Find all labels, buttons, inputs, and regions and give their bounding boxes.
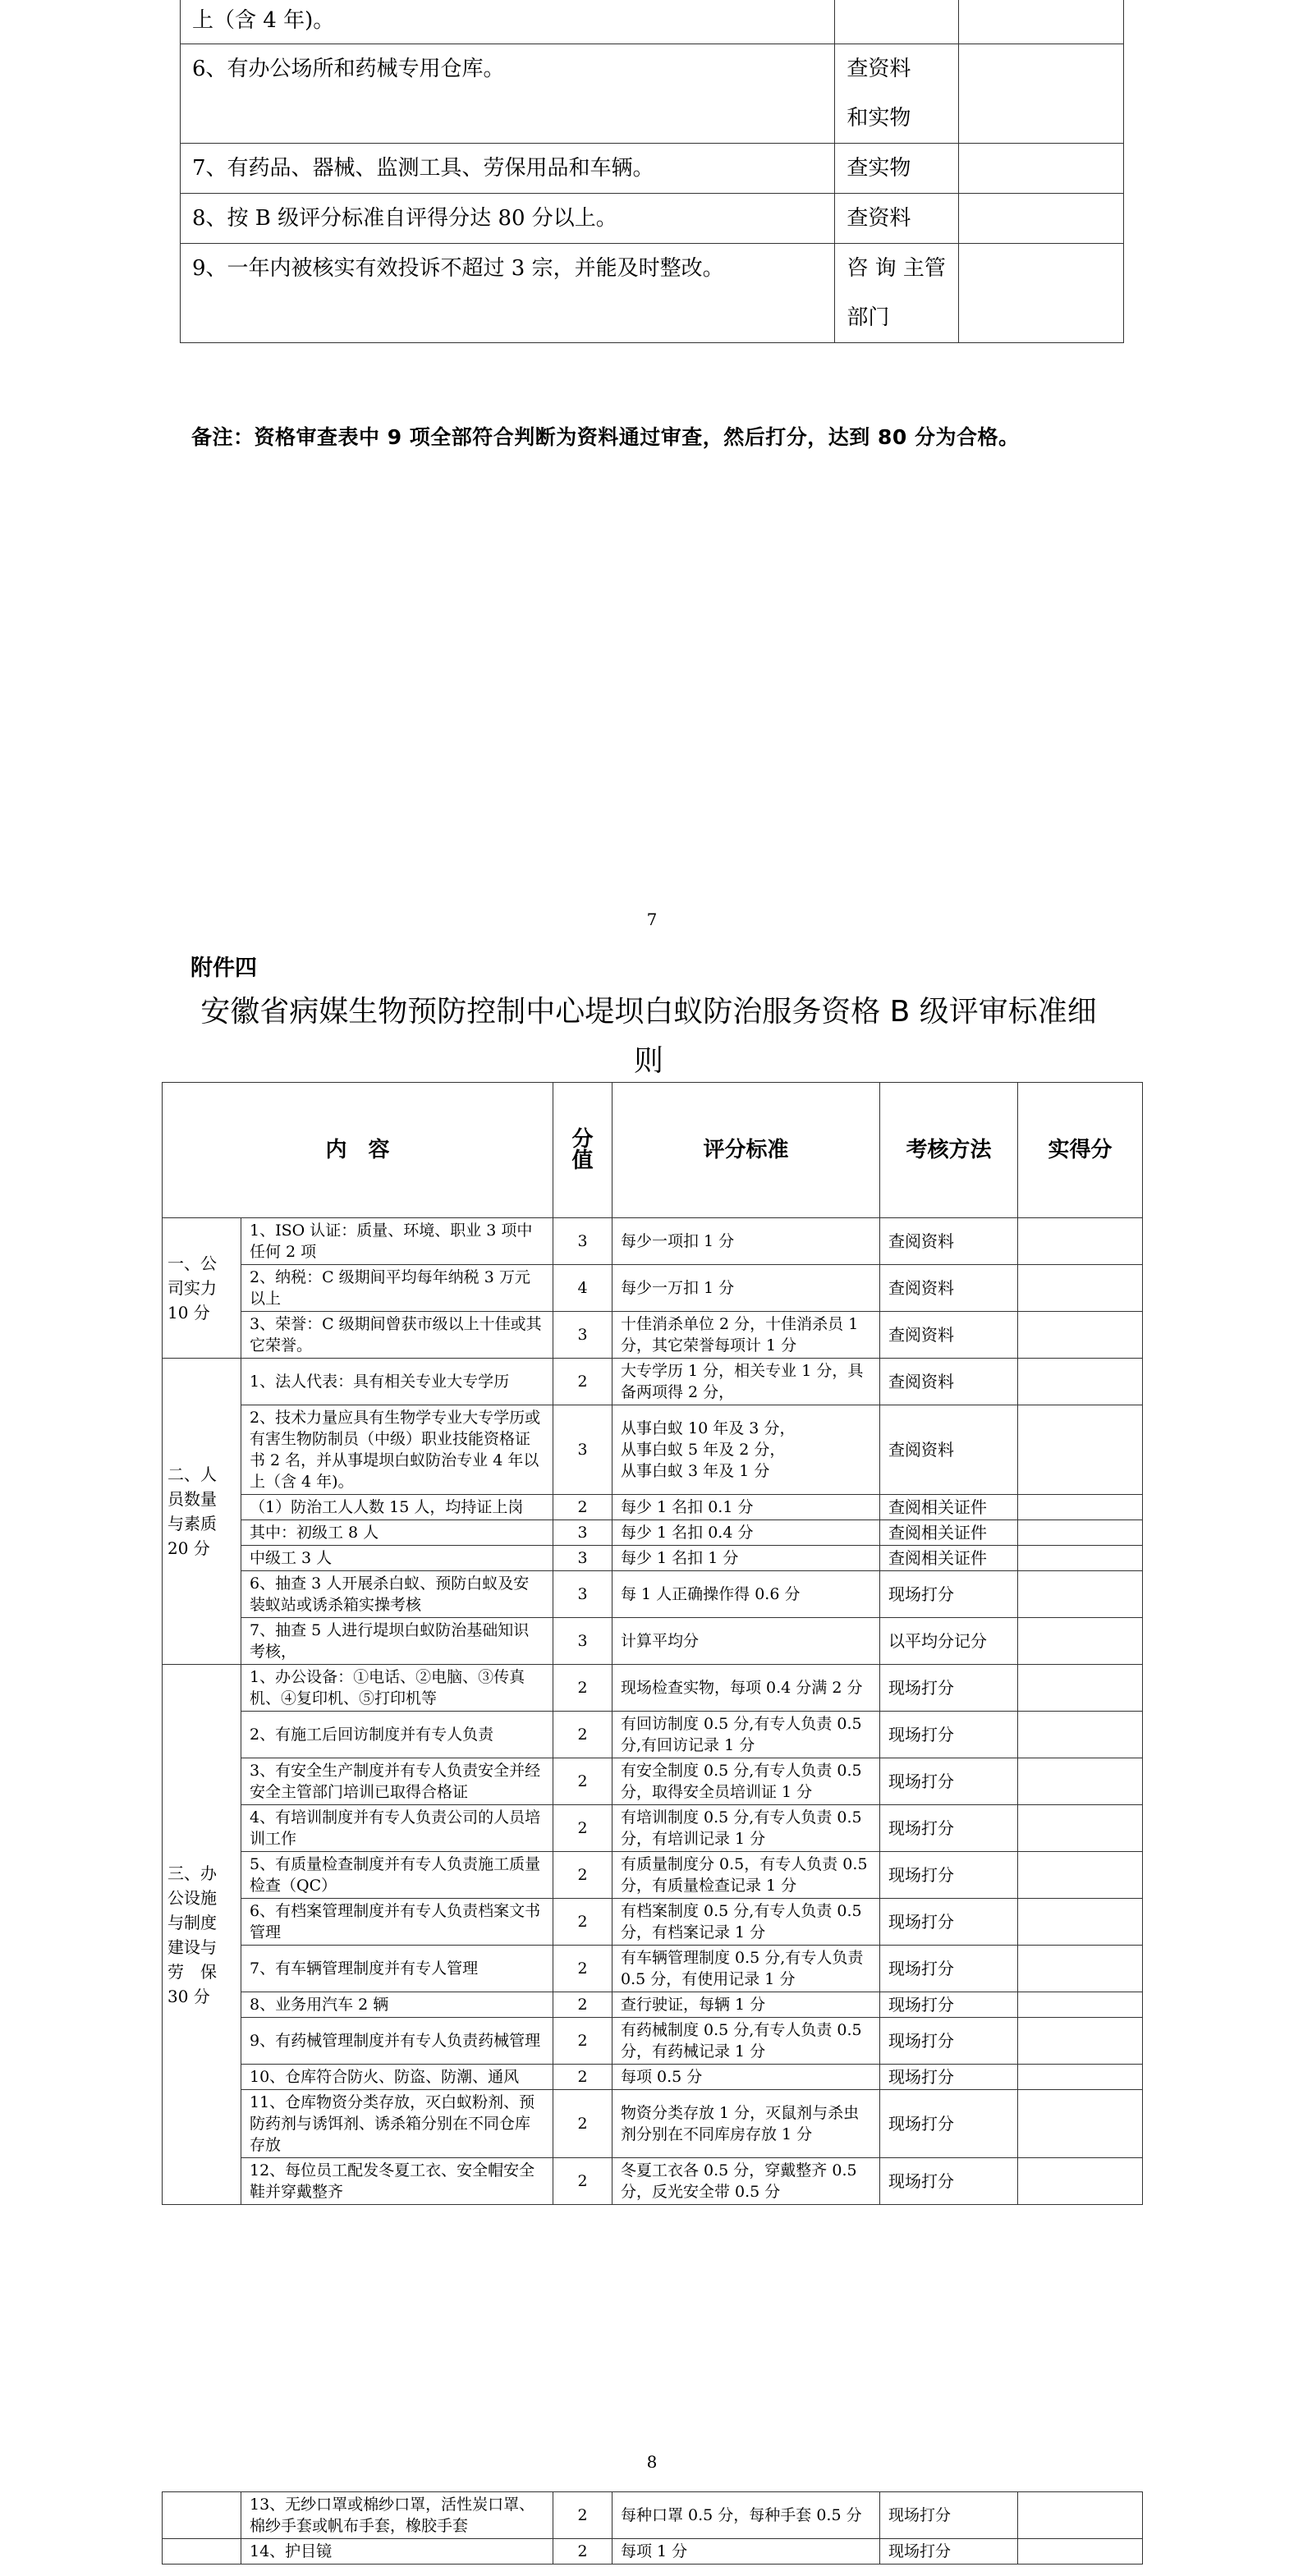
content-cell: 6、抽查 3 人开展杀白蚁、预防白蚁及安装蚁站或诱杀箱实操考核: [241, 1571, 553, 1618]
content-cell: 13、无纱口罩或棉纱口罩，活性炭口罩、棉纱手套或帆布手套，橡胶手套: [241, 2492, 553, 2539]
criteria-cell: 现场检查实物，每项 0.4 分满 2 分: [613, 1665, 880, 1712]
method-cell: 现场打分: [880, 1899, 1018, 1946]
criteria-cell: 每少 1 名扣 0.1 分: [613, 1495, 880, 1520]
scoring-criteria-table-continued: [162, 2491, 1143, 2565]
method-cell: [835, 0, 959, 44]
method-cell: 现场打分: [880, 1571, 1018, 1618]
page-title-line2: 则: [633, 1044, 663, 1078]
method-cell: 以平均分记分: [880, 1618, 1018, 1665]
value-cell: 3: [553, 1571, 613, 1618]
value-cell: 2: [553, 1899, 613, 1946]
table-row: [163, 1992, 1143, 2018]
content-cell: 14、护目镜: [241, 2539, 553, 2565]
score-cell: [958, 194, 1123, 244]
content-cell: 7、抽查 5 人进行堤坝白蚁防治基础知识考核，: [241, 1618, 553, 1665]
content-cell: 1、ISO 认证：质量、环境、职业 3 项中任何 2 项: [241, 1218, 553, 1265]
criteria-cell: 有档案制度 0.5 分,有专人负责 0.5 分，有档案记录 1 分: [613, 1899, 880, 1946]
content-cell: 10、仓库符合防火、防盗、防潮、通风: [241, 2065, 553, 2090]
table-row: [163, 2158, 1143, 2205]
content-cell: 7、有车辆管理制度并有专人管理: [241, 1946, 553, 1992]
criteria-cell: 物资分类存放 1 分，灭鼠剂与杀虫剂分别在不同库房存放 1 分: [613, 2090, 880, 2158]
table-row: [181, 194, 1124, 244]
criteria-cell: 每项 1 分: [613, 2539, 880, 2565]
value-cell: 2: [553, 1805, 613, 1852]
actual-score-cell: [1018, 2539, 1143, 2565]
table-row: [181, 244, 1124, 343]
table-row: [163, 1359, 1143, 1405]
actual-score-cell: [1018, 1992, 1143, 2018]
value-cell: 2: [553, 2090, 613, 2158]
method-cell: 查实物: [835, 144, 959, 194]
content-cell: 2、有施工后回访制度并有专人负责: [241, 1712, 553, 1758]
method-cell: 查阅相关证件: [880, 1546, 1018, 1571]
actual-score-cell: [1018, 1312, 1143, 1359]
method-cell: 查资料: [835, 194, 959, 244]
value-cell: 2: [553, 1946, 613, 1992]
table-row: [163, 1665, 1143, 1712]
method-cell: 现场打分: [880, 1665, 1018, 1712]
page-title-line1: 安徽省病媒生物预防控制中心堤坝白蚁防治服务资格 B 级评审标准细: [200, 995, 1097, 1029]
table-row: [163, 1495, 1143, 1520]
page-number: 8: [646, 2452, 658, 2472]
content-cell: 8、业务用汽车 2 辆: [241, 1992, 553, 2018]
method-cell: 咨 询 主管 部门: [835, 244, 959, 343]
table-row: [163, 1312, 1143, 1359]
method-cell: 现场打分: [880, 2492, 1018, 2539]
method-cell: 现场打分: [880, 2090, 1018, 2158]
actual-score-cell: [1018, 1712, 1143, 1758]
content-cell: 1、办公设备：①电话、②电脑、③传真机、④复印机、⑤打印机等: [241, 1665, 553, 1712]
content-cell: 3、荣誉：C 级期间曾获市级以上十佳或其它荣誉。: [241, 1312, 553, 1359]
content-cell: 2、纳税：C 级期间平均每年纳税 3 万元以上: [241, 1265, 553, 1312]
category-cell: [163, 2539, 241, 2565]
category-cell: 一、公 司实力 10 分: [163, 1218, 241, 1359]
criteria-cell: 大专学历 1 分，相关专业 1 分，具备两项得 2 分，: [613, 1359, 880, 1405]
table-row: [181, 44, 1124, 144]
table-row: [163, 1571, 1143, 1618]
criteria-cell: 有回访制度 0.5 分,有专人负责 0.5 分,有回访记录 1 分: [613, 1712, 880, 1758]
table-row: [163, 2492, 1143, 2539]
criteria-cell: 每少一万扣 1 分: [613, 1265, 880, 1312]
method-cell: 现场打分: [880, 1758, 1018, 1805]
method-cell: 现场打分: [880, 1712, 1018, 1758]
value-cell: 4: [553, 1265, 613, 1312]
category-cell: 二、人 员数量 与素质 20 分: [163, 1359, 241, 1665]
criteria-cell: 有质量制度分 0.5，有专人负责 0.5 分，有质量检查记录 1 分: [613, 1852, 880, 1899]
method-cell: 现场打分: [880, 2018, 1018, 2065]
method-cell: 现场打分: [880, 1805, 1018, 1852]
header-actual: 实得分: [1018, 1083, 1143, 1218]
actual-score-cell: [1018, 2090, 1143, 2158]
actual-score-cell: [1018, 1665, 1143, 1712]
table-row: [163, 1758, 1143, 1805]
method-cell: 查阅资料: [880, 1218, 1018, 1265]
value-cell: 2: [553, 2492, 613, 2539]
actual-score-cell: [1018, 1758, 1143, 1805]
criteria-cell: 有药械制度 0.5 分,有专人负责 0.5 分，有药械记录 1 分: [613, 2018, 880, 2065]
scoring-criteria-table: [162, 1082, 1143, 2205]
actual-score-cell: [1018, 1359, 1143, 1405]
value-cell: 3: [553, 1618, 613, 1665]
value-cell: 2: [553, 1758, 613, 1805]
criteria-cell: 有安全制度 0.5 分,有专人负责 0.5 分，取得安全员培训证 1 分: [613, 1758, 880, 1805]
table-row: [163, 1805, 1143, 1852]
actual-score-cell: [1018, 2065, 1143, 2090]
method-cell: 查阅资料: [880, 1265, 1018, 1312]
method-cell: 现场打分: [880, 2065, 1018, 2090]
table-row: [163, 1852, 1143, 1899]
actual-score-cell: [1018, 1405, 1143, 1495]
actual-score-cell: [1018, 1520, 1143, 1546]
requirement-cell: 6、有办公场所和药械专用仓库。: [181, 44, 835, 144]
content-cell: 9、有药械管理制度并有专人负责药械管理: [241, 2018, 553, 2065]
content-cell: 4、有培训制度并有专人负责公司的人员培训工作: [241, 1805, 553, 1852]
score-cell: [958, 144, 1123, 194]
remark-note: 备注：资格审查表中 9 项全部符合判断为资料通过审查，然后打分，达到 80 分为合格。: [191, 425, 1020, 449]
table-row: [163, 1520, 1143, 1546]
criteria-cell: 有培训制度 0.5 分,有专人负责 0.5 分，有培训记录 1 分: [613, 1805, 880, 1852]
method-cell: 现场打分: [880, 1946, 1018, 1992]
table-row: [163, 1899, 1143, 1946]
value-cell: 2: [553, 1359, 613, 1405]
category-cell: [163, 2492, 241, 2539]
content-cell: （1）防治工人人数 15 人，均持证上岗: [241, 1495, 553, 1520]
table-row: [163, 2539, 1143, 2565]
table-row: [163, 1218, 1143, 1265]
method-cell: 现场打分: [880, 2158, 1018, 2205]
score-cell: [958, 44, 1123, 144]
criteria-cell: 每种口罩 0.5 分，每种手套 0.5 分: [613, 2492, 880, 2539]
actual-score-cell: [1018, 1852, 1143, 1899]
requirement-cell: 上（含 4 年)。: [181, 0, 835, 44]
criteria-cell: 每项 0.5 分: [613, 2065, 880, 2090]
value-cell: 2: [553, 1992, 613, 2018]
criteria-cell: 每少一项扣 1 分: [613, 1218, 880, 1265]
value-cell: 2: [553, 1665, 613, 1712]
category-cell: 三、办 公设施 与制度 建设与 劳 保 30 分: [163, 1665, 241, 2205]
method-cell: 现场打分: [880, 1992, 1018, 2018]
criteria-cell: 有车辆管理制度 0.5 分,有专人负责 0.5 分，有使用记录 1 分: [613, 1946, 880, 1992]
method-cell: 现场打分: [880, 2539, 1018, 2565]
header-criteria: 评分标准: [613, 1083, 880, 1218]
actual-score-cell: [1018, 1218, 1143, 1265]
content-cell: 6、有档案管理制度并有专人负责档案文书管理: [241, 1899, 553, 1946]
table-row: [163, 1405, 1143, 1495]
value-cell: 3: [553, 1520, 613, 1546]
content-cell: 2、技术力量应具有生物学专业大专学历或有害生物防制员（中级）职业技能资格证书 2 名，并从事堤坝白蚁防治专业 4 年以上（含 4 年)。: [241, 1405, 553, 1495]
actual-score-cell: [1018, 2018, 1143, 2065]
table-row: [163, 1946, 1143, 1992]
requirement-cell: 9、一年内被核实有效投诉不超过 3 宗，并能及时整改。: [181, 244, 835, 343]
header-content: 内 容: [163, 1083, 553, 1218]
content-cell: 1、法人代表：具有相关专业大专学历: [241, 1359, 553, 1405]
value-cell: 2: [553, 1495, 613, 1520]
criteria-cell: 查行驶证，每辆 1 分: [613, 1992, 880, 2018]
criteria-cell: 从事白蚁 10 年及 3 分， 从事白蚁 5 年及 2 分， 从事白蚁 3 年及 1 分: [613, 1405, 880, 1495]
content-cell: 12、每位员工配发冬夏工衣、安全帽安全鞋并穿戴整齐: [241, 2158, 553, 2205]
table-row: [163, 1546, 1143, 1571]
value-cell: 2: [553, 1852, 613, 1899]
criteria-cell: 十佳消杀单位 2 分，十佳消杀员 1 分，其它荣誉每项计 1 分: [613, 1312, 880, 1359]
content-cell: 5、有质量检查制度并有专人负责施工质量检查（QC）: [241, 1852, 553, 1899]
table-row: [163, 2090, 1143, 2158]
requirement-cell: 7、有药品、器械、监测工具、劳保用品和车辆。: [181, 144, 835, 194]
actual-score-cell: [1018, 1571, 1143, 1618]
table-row: [163, 2065, 1143, 2090]
table-row: [163, 1265, 1143, 1312]
content-cell: 11、仓库物资分类存放，灭白蚁粉剂、预防药剂与诱饵剂、诱杀箱分别在不同仓库存放: [241, 2090, 553, 2158]
attachment-label: 附件四: [190, 956, 257, 981]
table-row: [163, 1712, 1143, 1758]
method-cell: 查阅相关证件: [880, 1495, 1018, 1520]
content-cell: 中级工 3 人: [241, 1546, 553, 1571]
table-row: [181, 0, 1124, 44]
value-cell: 2: [553, 2158, 613, 2205]
actual-score-cell: [1018, 1805, 1143, 1852]
actual-score-cell: [1018, 2158, 1143, 2205]
criteria-cell: 冬夏工衣各 0.5 分，穿戴整齐 0.5 分，反光安全带 0.5 分: [613, 2158, 880, 2205]
actual-score-cell: [1018, 1265, 1143, 1312]
requirement-cell: 8、按 B 级评分标准自评得分达 80 分以上。: [181, 194, 835, 244]
actual-score-cell: [1018, 1618, 1143, 1665]
value-cell: 2: [553, 1712, 613, 1758]
actual-score-cell: [1018, 1946, 1143, 1992]
value-cell: 3: [553, 1312, 613, 1359]
actual-score-cell: [1018, 2492, 1143, 2539]
value-cell: 3: [553, 1218, 613, 1265]
criteria-cell: 每少 1 名扣 0.4 分: [613, 1520, 880, 1546]
method-cell: 查阅资料: [880, 1312, 1018, 1359]
method-cell: 查阅资料: [880, 1405, 1018, 1495]
score-cell: [958, 244, 1123, 343]
value-cell: 2: [553, 2018, 613, 2065]
qualification-table: [180, 0, 1124, 343]
table-row: [181, 144, 1124, 194]
content-cell: 其中：初级工 8 人: [241, 1520, 553, 1546]
criteria-cell: 每少 1 名扣 1 分: [613, 1546, 880, 1571]
method-cell: 查阅相关证件: [880, 1520, 1018, 1546]
page-number: 7: [646, 910, 658, 929]
table-row: [163, 1618, 1143, 1665]
value-cell: 2: [553, 2065, 613, 2090]
actual-score-cell: [1018, 1546, 1143, 1571]
value-cell: 3: [553, 1546, 613, 1571]
criteria-cell: 每 1 人正确操作得 0.6 分: [613, 1571, 880, 1618]
method-cell: 查阅资料: [880, 1359, 1018, 1405]
table-header-row: [163, 1083, 1143, 1218]
table-row: [163, 2018, 1143, 2065]
value-cell: 2: [553, 2539, 613, 2565]
method-cell: 现场打分: [880, 1852, 1018, 1899]
header-value: 分 值: [553, 1083, 613, 1218]
header-method: 考核方法: [880, 1083, 1018, 1218]
method-cell: 查资料 和实物: [835, 44, 959, 144]
actual-score-cell: [1018, 1495, 1143, 1520]
criteria-cell: 计算平均分: [613, 1618, 880, 1665]
score-cell: [958, 0, 1123, 44]
content-cell: 3、有安全生产制度并有专人负责安全并经安全主管部门培训已取得合格证: [241, 1758, 553, 1805]
actual-score-cell: [1018, 1899, 1143, 1946]
value-cell: 3: [553, 1405, 613, 1495]
